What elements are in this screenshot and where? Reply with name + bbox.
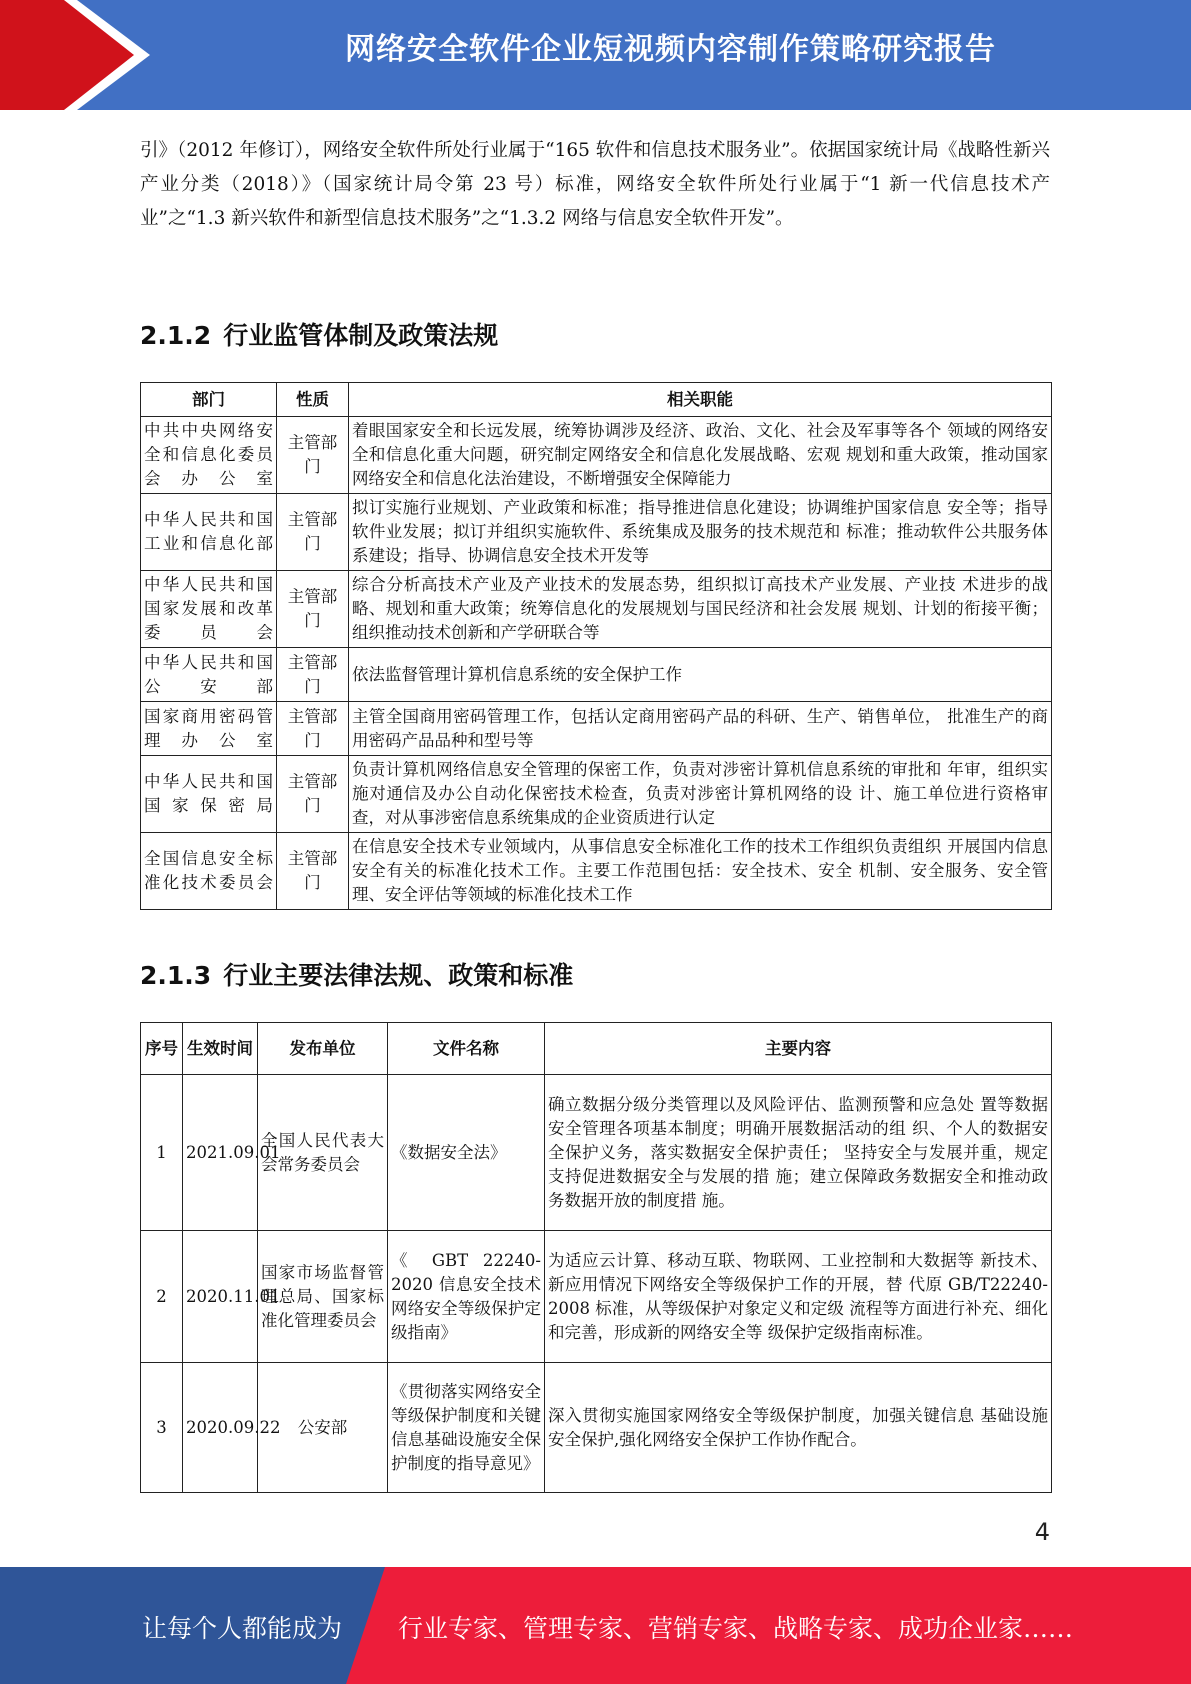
table-row: [141, 417, 1052, 494]
table-row: [141, 756, 1052, 833]
date-cell: 2020.09.22: [183, 1363, 258, 1493]
page-number: 4: [1034, 1518, 1050, 1546]
table-row: [141, 1075, 1052, 1231]
table-header-cell: 序号: [141, 1023, 183, 1075]
table-row: [141, 494, 1052, 571]
table-row: [141, 1231, 1052, 1363]
issuer-cell: 全国人民代表大会常务委员会: [258, 1075, 388, 1231]
table-header-cell: 文件名称: [388, 1023, 545, 1075]
nature-cell: 主管部门: [277, 756, 349, 833]
department-cell: 全国信息安全标准化技术委员会: [141, 833, 277, 910]
section-number: 2.1.2: [140, 321, 212, 350]
function-cell: 着眼国家安全和长远发展，统筹协调涉及经济、政治、文化、社会及军事等各个 领域的网络安全和信息化重大问题，研究制定网络安全和信息化发展战略、宏观 规划和重大政策，推动国家网络安全和信息化法治建设，不断增强安全保障能力: [349, 417, 1052, 494]
department-cell: 中华人民共和国工业和信息化部: [141, 494, 277, 571]
header-chevron-logo: [0, 0, 134, 110]
nature-cell: 主管部门: [277, 494, 349, 571]
date-cell: 2020.11.01: [183, 1231, 258, 1363]
intro-text: [140, 134, 1050, 236]
table-row: [141, 571, 1052, 648]
nature-cell: 主管部门: [277, 571, 349, 648]
table-header-cell: 性质: [277, 383, 349, 417]
index-cell: 3: [141, 1363, 183, 1493]
function-cell: 主管全国商用密码管理工作，包括认定商用密码产品的科研、生产、销售单位， 批准生产的商用密码产品品种和型号等: [349, 702, 1052, 756]
section-heading-2-1-2: [140, 316, 498, 352]
function-cell: 在信息安全技术专业领域内，从事信息安全标准化工作的技术工作组织负责组织 开展国内信息安全有关的标准化技术工作。主要工作范围包括：安全技术、安全 机制、安全服务、安全管理、安全评估等领域的标准化技术工作: [349, 833, 1052, 910]
page-footer: [0, 1567, 1191, 1684]
document-name-cell: 《 GBT 22240-2020 信息安全技术网络安全等级保护定级指南》: [388, 1231, 545, 1363]
date-cell: 2021.09.01: [183, 1075, 258, 1231]
function-cell: 拟订实施行业规划、产业政策和标准；指导推进信息化建设；协调维护国家信息 安全等；指导软件业发展；拟订并组织实施软件、系统集成及服务的技术规范和 标准；推动软件公共服务体系建设；指导、协调信息安全技术开发等: [349, 494, 1052, 571]
table-row: [141, 702, 1052, 756]
table-header-cell: 主要内容: [545, 1023, 1052, 1075]
nature-cell: 主管部门: [277, 702, 349, 756]
department-cell: 中华人民共和国国家发展和改革委员会: [141, 571, 277, 648]
intro-paragraph: 引》（2012 年修订），网络安全软件所处行业属于“165 软件和信息技术服务业”。依据国家统计局《战略性新兴产业分类（2018）》（国家统计局令第 23 号）标准，网络安全软件所处行业属于“1 新一代信息技术产业”之“1.3 新兴软件和新型信息技术服务”之“1.3.2 网络与信息安全软件开发”。: [140, 140, 1050, 229]
department-cell: 中共中央网络安全和信息化委员会办公室: [141, 417, 277, 494]
nature-cell: 主管部门: [277, 648, 349, 702]
document-name-cell: 《贯彻落实网络安全等级保护制度和关键信息基础设施安全保护制度的指导意见》: [388, 1363, 545, 1493]
document-name-cell: 《数据安全法》: [388, 1075, 545, 1231]
content-cell: 深入贯彻实施国家网络安全等级保护制度，加强关键信息 基础设施安全保护,强化网络安全保护工作协作配合。: [545, 1363, 1052, 1493]
issuer-cell: 公安部: [258, 1363, 388, 1493]
regulator-table: [140, 382, 1052, 910]
table-header-cell: 发布单位: [258, 1023, 388, 1075]
department-cell: 中华人民共和国国家保密局: [141, 756, 277, 833]
section-title: 行业主要法律法规、政策和标准: [223, 961, 574, 990]
footer-roles: 行业专家、管理专家、营销专家、战略专家、成功企业家……: [398, 1614, 1074, 1643]
regulations-table: [140, 1022, 1052, 1493]
table-row: [141, 1363, 1052, 1493]
nature-cell: 主管部门: [277, 417, 349, 494]
function-cell: 综合分析高技术产业及产业技术的发展态势，组织拟订高技术产业发展、产业技 术进步的战略、规划和重大政策；统筹信息化的发展规划与国民经济和社会发展 规划、计划的衔接平衡；组织推动技术创新和产学研联合等: [349, 571, 1052, 648]
table-row: [141, 833, 1052, 910]
content-cell: 为适应云计算、移动互联、物联网、工业控制和大数据等 新技术、新应用情况下网络安全等级保护工作的开展，替 代原 GB/T22240-2008 标准，从等级保护对象定义和定级 流程等方面进行补充、细化和完善，形成新的网络安全等 级保护定级指南标准。: [545, 1231, 1052, 1363]
index-cell: 1: [141, 1075, 183, 1231]
department-cell: 中华人民共和国公安部: [141, 648, 277, 702]
content-cell: 确立数据分级分类管理以及风险评估、监测预警和应急处 置等数据安全管理各项基本制度；明确开展数据活动的组 织、个人的数据安全保护义务，落实数据安全保护责任； 坚持安全与发展并重，规定支持促进数据安全与发展的措 施；建立保障政务数据安全和推动政务数据开放的制度措 施。: [545, 1075, 1052, 1231]
function-cell: 负责计算机网络信息安全管理的保密工作，负责对涉密计算机信息系统的审批和 年审，组织实施对通信及办公自动化保密技术检查，负责对涉密计算机网络的设 计、施工单位进行资格审查，对从事涉密信息系统集成的企业资质进行认定: [349, 756, 1052, 833]
nature-cell: 主管部门: [277, 833, 349, 910]
section-title: 行业监管体制及政策法规: [223, 321, 499, 350]
table-header-cell: 生效时间: [183, 1023, 258, 1075]
index-cell: 2: [141, 1231, 183, 1363]
table-header-cell: 部门: [141, 383, 277, 417]
footer-slogan: 让每个人都能成为: [142, 1614, 343, 1643]
section-number: 2.1.3: [140, 961, 212, 990]
table-header-cell: 相关职能: [349, 383, 1052, 417]
table-row: [141, 648, 1052, 702]
function-cell: 依法监督管理计算机信息系统的安全保护工作: [349, 648, 1052, 702]
page-header: [0, 0, 1191, 110]
issuer-cell: 国家市场监督管理总局、国家标准化管理委员会: [258, 1231, 388, 1363]
section-heading-2-1-3: [140, 956, 573, 992]
report-title: 网络安全软件企业短视频内容制作策略研究报告: [345, 32, 996, 67]
department-cell: 国家商用密码管理办公室: [141, 702, 277, 756]
